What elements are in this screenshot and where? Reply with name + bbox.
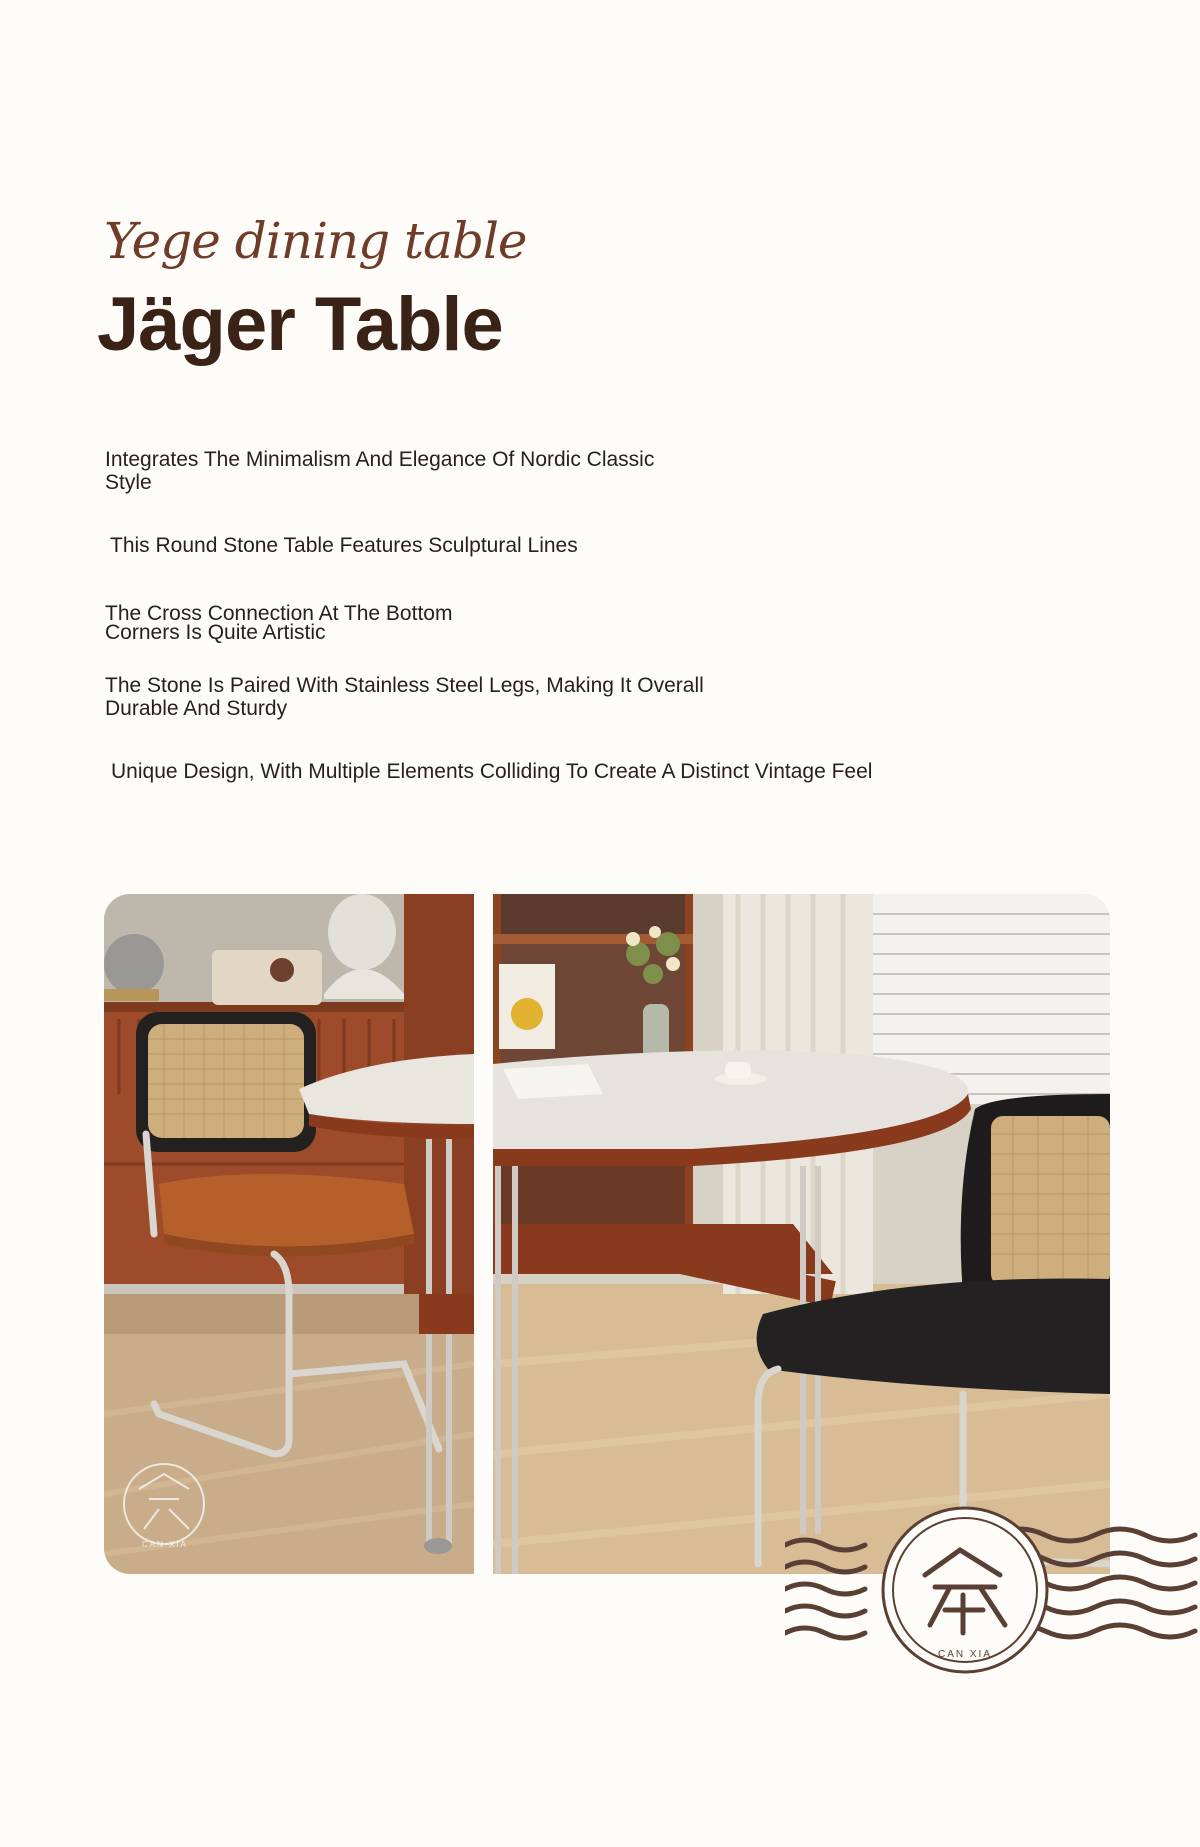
dining-scene-left-illustration [104, 894, 474, 1574]
brand-stamp [785, 1505, 1200, 1675]
watermark-brand-text: CAN XIA [141, 1540, 188, 1549]
product-photo-right [493, 894, 1110, 1574]
feature-text-4: The Stone Is Paired With Stainless Steel Legs, Making It Overall Durable And Sturdy [105, 674, 704, 720]
script-title: Yege dining table [104, 212, 527, 270]
feature-text-1: Integrates The Minimalism And Elegance Of Nordic Classic Style [105, 448, 655, 494]
feature-text-5: Unique Design, With Multiple Elements Colliding To Create A Distinct Vintage Feel [111, 760, 873, 783]
page-title: Jäger Table [97, 282, 503, 367]
product-photo-left [104, 894, 474, 1574]
feature-text-3: The Cross Connection At The Bottom Corners Is Quite Artistic [105, 602, 453, 644]
stamp-brand-text: CAN XIA [937, 1649, 992, 1660]
feature-text-2: This Round Stone Table Features Sculptural Lines [110, 534, 578, 557]
dining-scene-right-illustration [493, 894, 1110, 1574]
